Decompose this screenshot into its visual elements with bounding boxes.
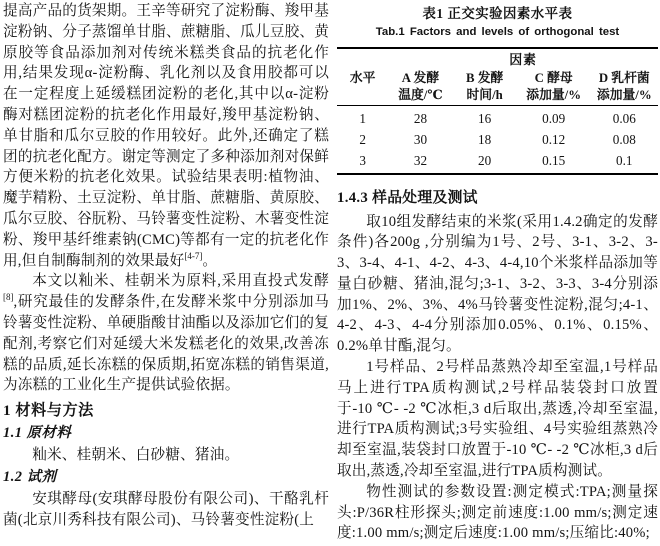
table-colhead-row-1 bbox=[337, 70, 658, 88]
table-cell: 2 bbox=[359, 131, 366, 147]
section-heading-raw-materials: 1.1 原材料 bbox=[3, 425, 72, 442]
table-title-zh: 表1 正交实验因素水平表 bbox=[422, 6, 573, 21]
table-header-level: 水平 bbox=[349, 70, 376, 85]
table-header-unit-b: 时间/h bbox=[466, 88, 503, 102]
table-header bbox=[337, 48, 658, 105]
table-cell: 28 bbox=[413, 110, 428, 126]
table-header-unit-d: 添加量/% bbox=[596, 88, 652, 102]
table-header-unit-c: 添加量/% bbox=[526, 88, 582, 102]
section-heading-materials-methods: 1 材料与方法 bbox=[3, 402, 94, 420]
citation-ref: [4-7] bbox=[184, 250, 203, 261]
paragraph-tpa-parameters: 物性测试的参数设置:测定模式:TPA;测量探头:P/36R柱形探头;测定前速度:1.00 mm/s;测定速度:1.00 mm/s;测定后速度:1.00 mm/s;压缩比:40%; bbox=[337, 483, 658, 542]
table-cell: 0.08 bbox=[612, 131, 636, 147]
right-column bbox=[337, 1, 658, 544]
paragraph-antistaling-review bbox=[3, 1, 329, 271]
table-cell: 30 bbox=[413, 131, 428, 147]
table-header-unit-a: 温度/℃ bbox=[398, 88, 443, 102]
table-spanner-cell: 因素 bbox=[509, 53, 537, 67]
paragraph-text: 提高产品的货架期。王辛等研究了淀粉酶、羧甲基淀粉钠、分子蒸馏单甘脂、蔗糖脂、瓜儿豆胶、黄原胶等食品添加剂对传统米糕类食品的抗老化作用,结果发现α-淀粉酶、乳化剂以及食用胶都可以在一定程度上延缓糕团淀粉的老化,其中以α-淀粉酶对糕团淀粉的抗老化作用最好,羧甲基淀粉钠、单甘脂和瓜尔豆胶的作用较好。此外,还确定了糕团的抗老化配方。谢定等测定了多种添加剂对保鲜方便米粉的抗老化效果。试验结果表明:植物油、魔芋精粉、土豆淀粉、单甘脂、蔗糖脂、黄原胶、瓜尔豆胶、谷朊粉、马铃薯变性淀粉、木薯变性淀粉、羧甲基纤维素钠(CMC)等都有一定的抗老化作用,但自制酶制剂的效果最好 bbox=[3, 3, 329, 269]
table-row bbox=[337, 105, 658, 129]
table-cell: 20 bbox=[478, 152, 492, 168]
table-cell: 18 bbox=[478, 131, 492, 147]
table-row bbox=[337, 129, 658, 150]
section-heading-reagents: 1.2 试剂 bbox=[3, 468, 57, 485]
left-column bbox=[3, 1, 329, 531]
table-title-en: Tab.1 Factors and levels of orthogonal test bbox=[375, 26, 620, 38]
paragraph-text: ,研究最佳的发酵条件,在发酵米浆中分别添加马铃薯变性淀粉、单硬脂酸甘油酯以及添加它们的复配剂,考察它们对延缓大米发糕老化的效果,改善冻糕的品质,延长冻糕的保质期,拓宽冻糕的销售渠道,为冻糕的工业化生产提供试验依据。 bbox=[3, 294, 329, 394]
table-cell: 3 bbox=[359, 152, 366, 168]
table-cell: 32 bbox=[413, 152, 428, 168]
paragraph-text: 本文以籼米、桂朝米为原料,采用直投式发酵 bbox=[32, 273, 329, 290]
table-cell: 0.12 bbox=[542, 131, 566, 147]
table-header-factor-a: A 发酵 bbox=[401, 70, 440, 85]
table-spanner-row bbox=[337, 48, 658, 70]
section-heading-sample-processing: 1.4.3 样品处理及测试 bbox=[337, 189, 478, 206]
paragraph-tpa-procedure: 1号样品、2号样品蒸熟冷却至室温,1号样品马上进行TPA质构测试,2号样品装袋封口放置于-10 ℃- -2 ℃冰柜,3 d后取出,蒸透,冷却至室温,进行TPA质构测试;3号实验组、4号实验组蒸熟冷却至室温,装袋封口放置于-10 ℃- -2 ℃冰柜,3 d后取出,蒸透,冷却至室温,进行TPA质构测试。 bbox=[337, 359, 658, 480]
citation-ref: [8] bbox=[3, 292, 14, 303]
table-row bbox=[337, 150, 658, 174]
paragraph-study-purpose bbox=[3, 271, 329, 396]
paragraph-raw-materials: 籼米、桂朝米、白砂糖、猪油。 bbox=[32, 447, 240, 464]
table-header-factor-c: C 酵母 bbox=[534, 70, 573, 85]
table-header-factor-b: B 发酵 bbox=[465, 70, 504, 85]
table-corner-cell bbox=[337, 48, 388, 70]
table-cell: 16 bbox=[478, 110, 492, 126]
paragraph-sample-numbering: 取10组发酵结束的米浆(采用1.4.2确定的发酵条件)各200g ,分别编为1号、2号、3-1、3-2、3-3、3-4、4-1、4-2、4-3、4-4,10个米浆样品添加等量白砂糖、猪油,混匀;3-1、3-2、3-3、3-4分别添加1%、2%、3%、4%马铃薯变性淀粉,混匀;4-1、4-2、4-3、4-4分别添加0.05%、0.1%、0.15%、0.2%单甘酯,混匀。 bbox=[337, 213, 658, 355]
table-header-factor-d: D 乳杆菌 bbox=[598, 70, 650, 85]
orthogonal-factors-table bbox=[337, 47, 658, 175]
table-cell: 1 bbox=[359, 110, 366, 126]
table-body bbox=[337, 105, 658, 174]
table-cell: 0.06 bbox=[612, 110, 636, 126]
paragraph-text: 。 bbox=[202, 252, 218, 269]
paragraph-reagents: 安琪酵母(安琪酵母股份有限公司)、干酪乳杆菌(北京川秀科技有限公司)、马铃薯变性淀粉(上 bbox=[3, 490, 329, 528]
table-cell: 0.09 bbox=[542, 110, 566, 126]
table-cell: 0.1 bbox=[616, 152, 633, 168]
table-cell: 0.15 bbox=[542, 152, 566, 168]
